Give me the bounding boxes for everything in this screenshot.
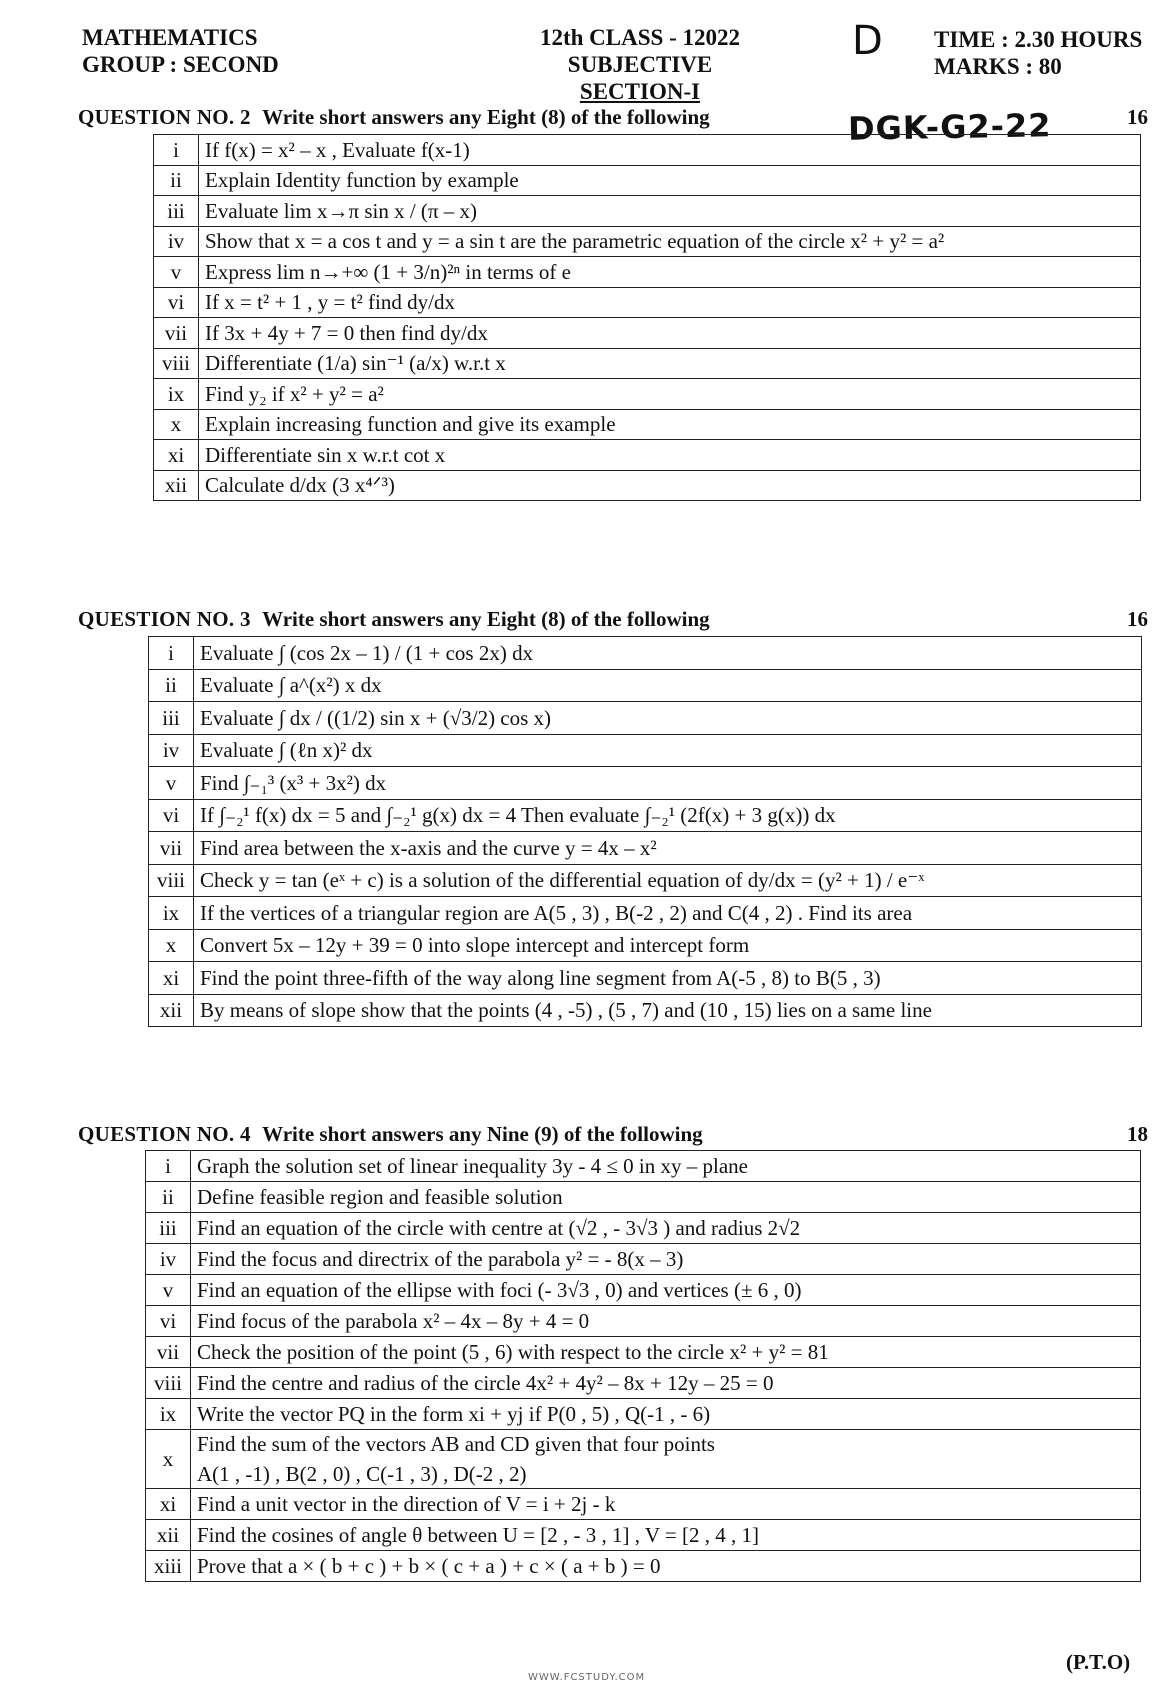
item-number: viii [154,348,199,379]
question-item-row [146,1306,1141,1337]
item-text-line: Find an equation of the circle with centre at (√2 , - 3√3 ) and radius 2√2 [197,1216,801,1240]
question-4-table [145,1150,1141,1582]
handwritten-board-code: DGK-G2-22 [847,106,1052,148]
item-number: iv [149,734,194,767]
question-item-row [146,1368,1141,1399]
item-text-line: Find the sum of the vectors AB and CD given that four points [197,1432,715,1456]
question-item-row [146,1551,1141,1582]
item-number: v [146,1275,191,1306]
question-item-row [154,409,1141,440]
item-text-line: Find area between the x-axis and the curve y = 4x – x² [200,835,657,860]
item-text-line: Find an equation of the ellipse with foci (- 3√3 , 0) and vertices (± 6 , 0) [197,1278,802,1302]
subject-title: MATHEMATICS [82,25,258,50]
item-number: vii [154,318,199,349]
item-text [191,1551,1141,1582]
item-text [191,1520,1141,1551]
question-4-heading [78,1121,1148,1147]
question-item-row [146,1182,1141,1213]
item-text-line: Find the cosines of angle θ between U = [2 , - 3 , 1] , V = [2 , 4 , 1] [197,1523,759,1547]
header-right [934,26,1142,80]
item-number: ii [146,1182,191,1213]
watermark-url: WWW.FCSTUDY.COM [528,1672,646,1683]
item-text [194,929,1142,962]
marks-label: MARKS : 80 [934,54,1062,79]
item-text-line: Differentiate (1/a) sin⁻¹ (a/x) w.r.t x [205,351,506,376]
item-text [194,637,1142,670]
item-text-line: Prove that a × ( b + c ) + b × ( c + a ) + c × ( a + b ) = 0 [197,1554,661,1578]
item-text-line: Graph the solution set of linear inequality 3y - 4 ≤ 0 in xy – plane [197,1154,748,1178]
item-number: ix [149,897,194,930]
item-number: iv [146,1244,191,1275]
item-text [191,1275,1141,1306]
question-item-row [149,864,1142,897]
question-item-row [146,1399,1141,1430]
item-text-line: Explain Identity function by example [205,168,519,193]
question-item-row [154,196,1141,227]
item-text-line: If the vertices of a triangular region are A(5 , 3) , B(-2 , 2) and C(4 , 2) . Find its area [200,900,913,925]
question-item-row [149,832,1142,865]
question-number: QUESTION NO. 2 [78,105,251,129]
item-text [191,1399,1141,1430]
time-label: TIME : 2.30 HOURS [934,27,1143,52]
item-number: xii [154,470,199,501]
item-number: xi [149,962,194,995]
question-item-row [149,897,1142,930]
item-text-line: Express lim n→+∞ (1 + 3/n)²ⁿ in terms of e [205,259,571,284]
item-text [194,702,1142,735]
question-2-table [153,134,1141,501]
item-text [191,1489,1141,1520]
item-text [194,994,1142,1027]
item-text-line: If f(x) = x² – x , Evaluate f(x-1) [205,137,470,162]
item-number: v [154,257,199,288]
item-text [191,1368,1141,1399]
item-text-line: Find the centre and radius of the circle 4x² + 4y² – 8x + 12y – 25 = 0 [197,1371,774,1395]
question-item-row [154,440,1141,471]
header-center [520,24,760,105]
item-number: viii [146,1368,191,1399]
item-number: vi [146,1306,191,1337]
question-number: QUESTION NO. 3 [78,607,251,631]
question-marks: 18 [1127,1122,1148,1146]
item-text-line: Explain increasing function and give its example [205,412,616,437]
question-item-row [149,962,1142,995]
item-text [194,864,1142,897]
item-text-line: Find ∫₋₁³ (x³ + 3x²) dx [200,770,387,795]
question-item-row [146,1151,1141,1182]
item-text-line: Calculate d/dx (3 x⁴ᐟ³) [205,473,395,498]
question-3-heading [78,606,1148,632]
item-text-line: Find y₂ if x² + y² = a² [205,381,384,406]
question-item-row [146,1275,1141,1306]
item-number: iii [149,702,194,735]
item-text [194,962,1142,995]
item-text-line: Show that x = a cos t and y = a sin t are the parametric equation of the circle x² + y² = a² [205,229,945,254]
item-text [191,1337,1141,1368]
item-number: ii [149,669,194,702]
item-text-line: Find focus of the parabola x² – 4x – 8y + 4 = 0 [197,1309,590,1333]
question-3-table [148,636,1142,1027]
item-text-line: Evaluate lim x→π sin x / (π – x) [205,198,477,223]
item-number: v [149,767,194,800]
question-instruction: Write short answers any Nine (9) of the following [262,1122,703,1146]
question-item-row [149,734,1142,767]
please-turn-over: (P.T.O) [1066,1650,1131,1674]
item-number: iii [154,196,199,227]
handwritten-paper-code-letter: D [852,18,883,64]
item-number: x [154,409,199,440]
question-instruction: Write short answers any Eight (8) of the following [262,105,710,129]
item-number: vii [149,832,194,865]
question-item-row [149,994,1142,1027]
item-number: xi [146,1489,191,1520]
item-number: i [149,637,194,670]
item-text-line: Write the vector PQ in the form xi + yj if P(0 , 5) , Q(-1 , - 6) [197,1402,711,1426]
item-text [191,1244,1141,1275]
item-text [191,1182,1141,1213]
item-number: ii [154,165,199,196]
item-text [199,409,1141,440]
item-text [199,287,1141,318]
item-number: xiii [146,1551,191,1582]
question-item-row [149,669,1142,702]
item-number: xii [149,994,194,1027]
item-text [191,1306,1141,1337]
item-text-line: Find the point three-fifth of the way along line segment from A(-5 , 8) to B(5 , 3) [200,965,881,990]
item-text [194,734,1142,767]
question-item-row [149,929,1142,962]
item-number: xii [146,1520,191,1551]
item-number: i [146,1151,191,1182]
question-number: QUESTION NO. 4 [78,1122,251,1146]
item-text [199,196,1141,227]
item-text [191,1151,1141,1182]
question-item-row [154,257,1141,288]
item-text-line: If 3x + 4y + 7 = 0 then find dy/dx [205,320,488,345]
item-text [199,257,1141,288]
item-number: xi [154,440,199,471]
item-number: vii [146,1337,191,1368]
question-instruction: Write short answers any Eight (8) of the following [262,607,710,631]
question-item-row [146,1520,1141,1551]
item-text [194,669,1142,702]
item-text-line: Differentiate sin x w.r.t cot x [205,442,446,467]
item-text-line: Define feasible region and feasible solution [197,1185,563,1209]
question-marks: 16 [1127,105,1148,129]
item-text-line: Evaluate ∫ a^(x²) x dx [200,673,382,698]
item-number: iii [146,1213,191,1244]
item-text-line: Check the position of the point (5 , 6) with respect to the circle x² + y² = 81 [197,1340,829,1364]
item-number: iv [154,226,199,257]
question-item-row [154,318,1141,349]
question-item-row [149,767,1142,800]
item-number: i [154,135,199,166]
item-text-line: Check y = tan (eˣ + c) is a solution of the differential equation of dy/dx = (y² + 1) / e⁻ˣ [200,868,925,893]
item-text-line: Evaluate ∫ (cos 2x – 1) / (1 + cos 2x) dx [200,640,534,665]
question-marks: 16 [1127,607,1148,631]
section-label: SECTION-I [579,79,701,104]
item-text-line: A(1 , -1) , B(2 , 0) , C(-1 , 3) , D(-2 , 2) [197,1462,527,1486]
item-text [199,440,1141,471]
question-item-row [149,637,1142,670]
question-item-row [146,1430,1141,1489]
question-item-row [154,135,1141,166]
question-item-row [154,165,1141,196]
item-number: vi [154,287,199,318]
item-text [199,135,1141,166]
item-text [191,1430,1141,1489]
item-text [194,799,1142,832]
item-text [199,348,1141,379]
question-item-row [149,702,1142,735]
item-text [199,165,1141,196]
item-text-line: Find a unit vector in the direction of V = i + 2j - k [197,1492,616,1516]
item-number: ix [154,379,199,410]
item-text-line: If x = t² + 1 , y = t² find dy/dx [205,290,455,315]
item-text [199,318,1141,349]
item-text-line: By means of slope show that the points (4 , -5) , (5 , 7) and (10 , 15) lies on a same line [200,998,932,1023]
question-item-row [146,1489,1141,1520]
item-text [194,897,1142,930]
item-text [199,226,1141,257]
item-text [194,767,1142,800]
item-number: x [149,929,194,962]
item-text-line: Find the focus and directrix of the parabola y² = - 8(x – 3) [197,1247,684,1271]
question-item-row [154,348,1141,379]
question-item-row [154,226,1141,257]
header-left [82,24,279,78]
group-label: GROUP : SECOND [82,52,279,77]
question-item-row [146,1337,1141,1368]
question-item-row [154,379,1141,410]
question-item-row [146,1213,1141,1244]
item-text [199,379,1141,410]
item-number: ix [146,1399,191,1430]
item-text [199,470,1141,501]
item-text-line: Convert 5x – 12y + 39 = 0 into slope intercept and intercept form [200,933,750,958]
paper-type: SUBJECTIVE [567,52,713,77]
item-text [194,832,1142,865]
item-text-line: If ∫₋₂¹ f(x) dx = 5 and ∫₋₂¹ g(x) dx = 4 Then evaluate ∫₋₂¹ (2f(x) + 3 g(x)) dx [200,803,836,828]
item-number: x [146,1430,191,1489]
class-label: 12th CLASS - 12022 [539,25,740,50]
item-text-line: Evaluate ∫ dx / ((1/2) sin x + (√3/2) cos x) [200,705,552,730]
question-item-row [154,470,1141,501]
question-item-row [146,1244,1141,1275]
question-2-heading [78,104,1148,130]
item-text [191,1213,1141,1244]
question-item-row [149,799,1142,832]
item-number: vi [149,799,194,832]
item-text-line: Evaluate ∫ (ℓn x)² dx [200,738,373,763]
question-item-row [154,287,1141,318]
item-number: viii [149,864,194,897]
